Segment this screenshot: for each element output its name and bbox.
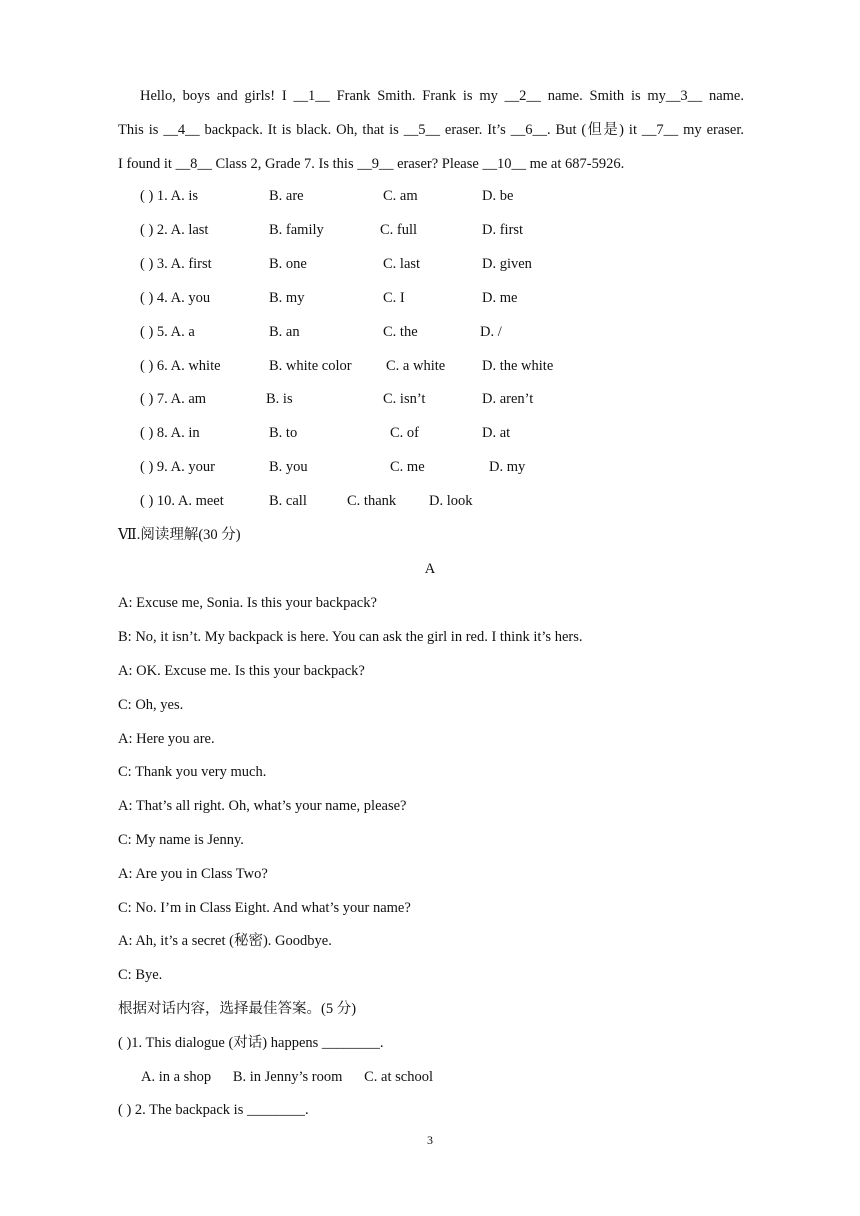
passage-line-1: Hello, boys and girls! I __1__ Frank Smith. Frank is my __2__ name. Smith is my__3__ name.	[140, 88, 744, 104]
dialogue-line-12: C: Bye.	[118, 967, 163, 983]
cloze-question-1	[0, 188, 860, 206]
dialogue-line-7: A: That’s all right. Oh, what’s your name, please?	[118, 798, 407, 814]
cloze-question-4	[0, 290, 860, 308]
instruction: 根据对话内容，选择最佳答案。(5 分)	[118, 1001, 357, 1017]
option-b: B. one	[269, 256, 307, 272]
cloze-question-6	[0, 358, 860, 376]
question-stem: ( ) 10. A. meet	[140, 493, 224, 509]
option-b: B. is	[266, 391, 293, 407]
question-stem: ( ) 1. A. is	[140, 188, 198, 204]
dialogue-line-9: A: Are you in Class Two?	[118, 866, 268, 882]
option-c: C. I	[383, 290, 405, 306]
option-c: C. full	[380, 222, 418, 238]
reading-question-2: ( ) 2. The backpack is ________.	[118, 1102, 309, 1118]
option-d: D. at	[482, 425, 511, 441]
option-d: D. aren’t	[482, 391, 534, 407]
dialogue-line-3: A: OK. Excuse me. Is this your backpack?	[118, 663, 365, 679]
dialogue-line-6: C: Thank you very much.	[118, 764, 267, 780]
option-c: C. am	[383, 188, 418, 204]
question-stem: ( ) 4. A. you	[140, 290, 211, 306]
passage-line-2: This is __4__ backpack. It is black. Oh, that is __5__ eraser. It’s __6__. But (但是) it __7__ my eraser.	[118, 122, 744, 138]
cloze-question-7	[0, 391, 860, 409]
option-c: C. isn’t	[383, 391, 426, 407]
dialogue-line-2: B: No, it isn’t. My backpack is here. You can ask the girl in red. I think it’s hers.	[118, 629, 583, 645]
option-d: D. me	[482, 290, 518, 306]
question-stem: ( ) 2. A. last	[140, 222, 209, 238]
option-b: B. my	[269, 290, 305, 306]
option-c: C. thank	[347, 493, 397, 509]
option-c: C. me	[390, 459, 425, 475]
option-d: D. the white	[482, 358, 554, 374]
cloze-question-8	[0, 425, 860, 443]
option-c: C. of	[390, 425, 419, 441]
cloze-question-2	[0, 222, 860, 240]
option-d: D. my	[489, 459, 526, 475]
cloze-question-9	[0, 459, 860, 477]
question-stem: ( ) 6. A. white	[140, 358, 221, 374]
option-d: D. first	[482, 222, 524, 238]
question-stem: ( ) 3. A. first	[140, 256, 212, 272]
option-b: B. to	[269, 425, 298, 441]
option-b: B. call	[269, 493, 307, 509]
cloze-question-5	[0, 324, 860, 342]
option-d: D. be	[482, 188, 514, 204]
passage-line-3: I found it __8__ Class 2, Grade 7. Is this __9__ eraser? Please __10__ me at 687-5926.	[118, 156, 625, 172]
dialogue-line-4: C: Oh, yes.	[118, 697, 184, 713]
question-stem: ( ) 5. A. a	[140, 324, 195, 340]
question-stem: ( ) 8. A. in	[140, 425, 200, 441]
option-b: B. white color	[269, 358, 352, 374]
question-stem: ( ) 9. A. your	[140, 459, 215, 475]
reading-question-1: ( )1. This dialogue (对话) happens ________.	[118, 1035, 384, 1051]
question-stem: ( ) 7. A. am	[140, 391, 207, 407]
option-c: C. the	[383, 324, 418, 340]
dialogue-line-10: C: No. I’m in Class Eight. And what’s your name?	[118, 900, 411, 916]
option-b: B. you	[269, 459, 308, 475]
option-d: D. given	[482, 256, 532, 272]
part-label: A	[424, 561, 436, 577]
option-c: C. last	[383, 256, 421, 272]
section-heading: Ⅶ.阅读理解(30 分)	[118, 527, 241, 543]
option-c: C. a white	[386, 358, 446, 374]
dialogue-line-11: A: Ah, it’s a secret (秘密). Goodbye.	[118, 933, 332, 949]
reading-question-1-options: A. in a shop B. in Jenny’s room C. at school	[141, 1069, 434, 1085]
dialogue-line-1: A: Excuse me, Sonia. Is this your backpack?	[118, 595, 377, 611]
cloze-question-10	[0, 493, 860, 511]
option-b: B. family	[269, 222, 324, 238]
option-b: B. an	[269, 324, 300, 340]
option-b: B. are	[269, 188, 304, 204]
dialogue-line-5: A: Here you are.	[118, 731, 215, 747]
option-d: D. /	[480, 324, 502, 340]
cloze-question-3	[0, 256, 860, 274]
dialogue-line-8: C: My name is Jenny.	[118, 832, 244, 848]
page-number: 3	[427, 1133, 433, 1147]
option-d: D. look	[429, 493, 473, 509]
